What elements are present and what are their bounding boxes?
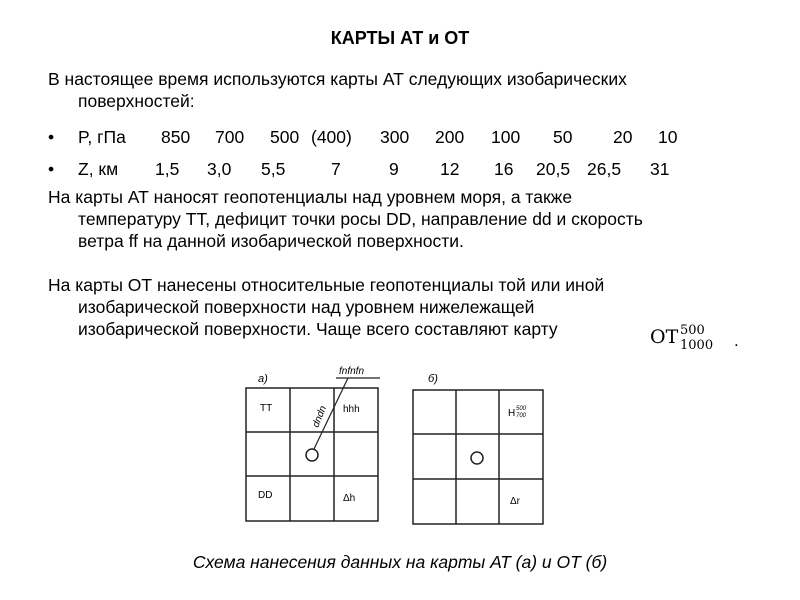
height-value: 1,5 xyxy=(155,159,180,179)
pressure-value: 850 xyxy=(161,127,191,147)
station-circle-a xyxy=(306,449,318,461)
cell-tt: TT xyxy=(260,403,273,414)
ot-line2: изобарической поверхности над уровнем нижележащей xyxy=(78,297,535,317)
formula-sub: 1000 xyxy=(680,338,714,353)
at-line1: На карты АТ наносят геопотенциалы над уровнем моря, а также xyxy=(48,187,573,207)
cell-dd: DD xyxy=(258,490,273,501)
formula-base: OT xyxy=(650,326,679,348)
at-line3: ветра ff на данной изобарической поверхности. xyxy=(78,231,464,251)
bullet-dot: • xyxy=(48,159,55,179)
at-line2: температуру ТТ, дефицит точки росы DD, направление dd и скорость xyxy=(78,209,643,229)
pressure-value: 10 xyxy=(658,127,678,147)
intro-line2: поверхностей: xyxy=(78,91,195,111)
pressure-value: 20 xyxy=(613,127,633,147)
cell-hhh: hhh xyxy=(343,404,360,415)
diagram-caption: Схема нанесения данных на карты АТ (а) и ОТ (б) xyxy=(192,552,608,572)
height-value: 26,5 xyxy=(587,159,622,179)
cell-h-sup: 500 xyxy=(516,406,527,412)
intro-paragraph xyxy=(48,68,758,112)
pressure-value: 300 xyxy=(380,127,410,147)
height-value: 7 xyxy=(331,159,341,179)
pressure-value: 200 xyxy=(435,127,465,147)
diagram-b-label: б) xyxy=(428,373,438,385)
cell-h: H xyxy=(508,408,516,419)
bullet-dot: • xyxy=(48,127,55,147)
pressure-value: 50 xyxy=(553,127,573,147)
wind-speed-label: fnfnfn xyxy=(339,366,365,377)
pressure-value: 100 xyxy=(491,127,521,147)
cell-dr: Δr xyxy=(510,496,521,507)
page-title: КАРТЫ АТ и ОТ xyxy=(330,28,470,48)
intro-line1: В настоящее время используются карты АТ следующих изобарических xyxy=(48,69,627,89)
height-value: 9 xyxy=(389,159,399,179)
pressure-value: 500 xyxy=(270,127,300,147)
ot-formula xyxy=(650,323,714,353)
pressure-value: (400) xyxy=(311,127,352,147)
pressure-value: 700 xyxy=(215,127,245,147)
ot-line3: изобарической поверхности. Чаще всего составляют карту xyxy=(78,319,558,339)
height-value: 31 xyxy=(650,159,670,179)
formula-sup: 500 xyxy=(680,323,705,338)
cell-dh: Δh xyxy=(343,493,356,504)
height-value: 16 xyxy=(494,159,514,179)
height-value: 3,0 xyxy=(207,159,232,179)
height-value: 12 xyxy=(440,159,460,179)
station-circle-b xyxy=(471,452,483,464)
wind-dir-label: dndn xyxy=(310,404,330,430)
bullet-pressure-label: P, гПа xyxy=(78,127,126,147)
bullet-height-label: Z, км xyxy=(78,159,119,179)
height-value: 5,5 xyxy=(261,159,286,179)
diagram-a-label: а) xyxy=(258,373,268,385)
formula-period: . xyxy=(734,331,739,350)
height-value: 20,5 xyxy=(536,159,571,179)
cell-h-sub: 700 xyxy=(516,413,527,419)
ot-line1: На карты ОТ нанесены относительные геопотенциалы той или иной xyxy=(48,275,605,295)
at-paragraph xyxy=(48,186,758,252)
